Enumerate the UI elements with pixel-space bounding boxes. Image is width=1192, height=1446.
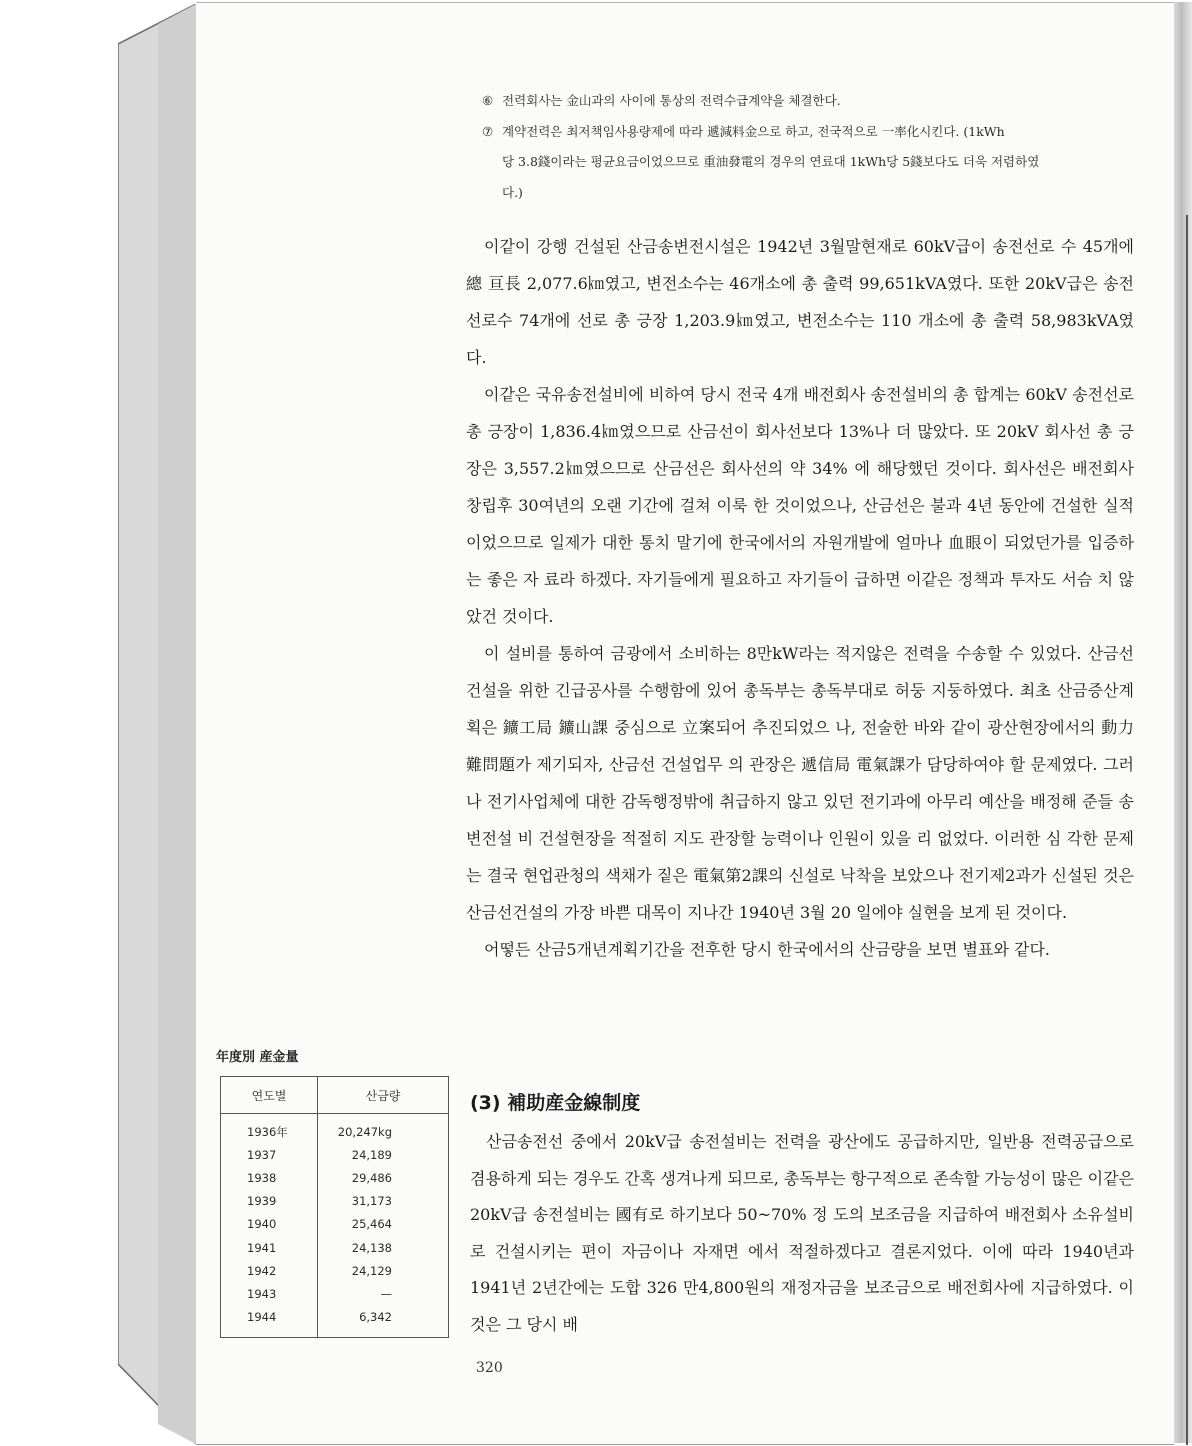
amount-cell: 29,486 bbox=[351, 1170, 392, 1185]
note-number: ⑥ bbox=[482, 93, 494, 108]
table-row bbox=[221, 1306, 449, 1338]
gold-production-table bbox=[220, 1076, 449, 1338]
paragraph-1: 이같이 강행 건설된 산금송변전시설은 1942년 3월말현재로 60kV급이 송전선로 수 45개에 總 亘長 2,077.6㎞였고, 변전소수는 46개소에 총 출력 99,651kVA였다. 또한 20kV급은 송전선로수 74개에 선로 총 긍장 1,203.9㎞였고, 변전소수는 110 개소에 총 출력 58,983kVA였다. bbox=[466, 237, 1134, 367]
table-row bbox=[221, 1166, 449, 1189]
section-paragraph: 산금송전선 중에서 20kV급 송전설비는 전력을 광산에도 공급하지만, 일반용 전력공급으로 겸용하게 되는 경우도 간혹 생겨나게 되므로, 총독부는 항구적으로 존속할 가능성이 많은 이같은 20kV급 송전설비는 國有로 하기보다 50~70% 정 도의 보조금을 지급하여 배전회사 소유설비로 건설시키는 편이 자금이나 자재면 에서 적절하겠다고 결론지었다. 이에 따라 1940년과 1941년 2년간에는 도합 326 만4,800원의 재정자금을 보조금으로 배전회사에 지급하였다. 이것은 그 당시 배 bbox=[470, 1132, 1134, 1334]
table-row bbox=[221, 1236, 449, 1259]
amount-cell: 20,247kg bbox=[337, 1124, 392, 1139]
year-cell: 1938 bbox=[221, 1166, 318, 1189]
column-header-year: 연도별 bbox=[221, 1077, 318, 1114]
section-body bbox=[470, 1124, 1134, 1344]
page-number: 320 bbox=[476, 1360, 503, 1376]
year-cell: 1940 bbox=[221, 1213, 318, 1236]
note-7 bbox=[482, 117, 1122, 148]
amount-cell: 31,173 bbox=[351, 1194, 392, 1209]
year-cell: 1942 bbox=[221, 1259, 318, 1282]
year-cell: 1937 bbox=[221, 1143, 318, 1166]
amount-cell: 6,342 bbox=[359, 1310, 392, 1325]
amount-cell: 24,138 bbox=[351, 1240, 392, 1255]
page-edge-line bbox=[1186, 215, 1188, 1445]
main-text bbox=[466, 228, 1134, 968]
note-line: 전력회사는 金山과의 사이에 통상의 전력수급계약을 체결한다. bbox=[502, 93, 841, 108]
section-heading: (3) 補助産金線制度 bbox=[470, 1092, 641, 1114]
note-7-continuation: 당 3.8錢이라는 평균요금이었으므로 重油發電의 경우의 연료대 1kWh당 5錢보다도 더욱 저렴하였 bbox=[502, 154, 1040, 169]
note-number: ⑦ bbox=[482, 123, 494, 139]
table-row bbox=[221, 1143, 449, 1166]
table-row bbox=[221, 1282, 449, 1305]
table-header-row bbox=[221, 1077, 449, 1114]
amount-cell: 24,189 bbox=[351, 1147, 392, 1162]
year-cell: 1943 bbox=[221, 1282, 318, 1305]
table-row bbox=[221, 1259, 449, 1282]
year-cell: 1944 bbox=[221, 1306, 318, 1338]
table-row bbox=[221, 1114, 449, 1144]
column-header-amount: 산금량 bbox=[318, 1077, 449, 1114]
amount-cell: 25,464 bbox=[351, 1217, 392, 1232]
table-title: 年度別 産金量 bbox=[216, 1050, 299, 1065]
book-spine bbox=[118, 4, 198, 1444]
year-cell: 1939 bbox=[221, 1190, 318, 1213]
amount-cell: 24,129 bbox=[351, 1263, 392, 1278]
paragraph-2: 이같은 국유송전설비에 비하여 당시 전국 4개 배전회사 송전설비의 총 합계는 60kV 송전선로 총 긍장이 1,836.4㎞였으므로 산금선이 회사선보다 13%나 더 많았다. 또 20kV 회사선 총 긍장은 3,557.2㎞였으므로 산금선은 회사선의 약 34% 에 해당했던 것이다. 회사선은 배전회사 창립후 30여년의 오랜 기간에 걸쳐 이룩 한 것이었으나, 산금선은 불과 4년 동안에 건설한 실적이었으므로 일제가 대한 통치 말기에 한국에서의 자원개발에 얼마나 血眼이 되었던가를 입증하는 좋은 자 료라 하겠다. 자기들에게 필요하고 자기들이 급하면 이같은 정책과 투자도 서슴 치 않았건 것이다. bbox=[466, 385, 1134, 626]
footnotes bbox=[482, 86, 1122, 208]
page-edge bbox=[1174, 2, 1192, 1443]
note-6 bbox=[482, 86, 1122, 117]
paragraph-4: 어떻든 산금5개년계획기간을 전후한 당시 한국에서의 산금량을 보면 별표와 같다. bbox=[484, 940, 1051, 959]
table-row bbox=[221, 1190, 449, 1213]
amount-cell: — bbox=[380, 1286, 392, 1301]
table-row bbox=[221, 1213, 449, 1236]
year-cell: 1941 bbox=[221, 1236, 318, 1259]
year-cell: 1936年 bbox=[221, 1114, 318, 1144]
note-line: 계약전력은 최저책임사용량제에 따라 遞減料金으로 하고, 전국적으로 一率化시킨다. (1kWh bbox=[502, 123, 1005, 139]
paragraph-3: 이 설비를 통하여 금광에서 소비하는 8만kW라는 적지않은 전력을 수송할 수 있었다. 산금선건설을 위한 긴급공사를 수행함에 있어 총독부는 총독부대로 허둥 지둥하였다. 최초 산금증산계획은 鑛工局 鑛山課 중심으로 立案되어 추진되었으 나, 전술한 바와 같이 광산현장에서의 動力難問題가 제기되자, 산금선 건설업무 의 관장은 遞信局 電氣課가 담당하여야 할 문제였다. 그러나 전기사업체에 대한 감독행정밖에 취급하지 않고 있던 전기과에 아무리 예산을 배정해 준들 송변전설 비 건설현장을 적절히 지도 관장할 능력이나 인원이 있을 리 없었다. 이러한 심 각한 문제는 결국 현업관청의 색채가 짙은 電氣第2課의 신설로 낙착을 보았으나 전기제2과가 신설된 것은 산금선건설의 가장 바쁜 대목이 지나간 1940년 3월 20 일에야 실현을 보게 된 것이다. bbox=[466, 644, 1134, 922]
note-7-continuation: 다.) bbox=[502, 184, 523, 200]
